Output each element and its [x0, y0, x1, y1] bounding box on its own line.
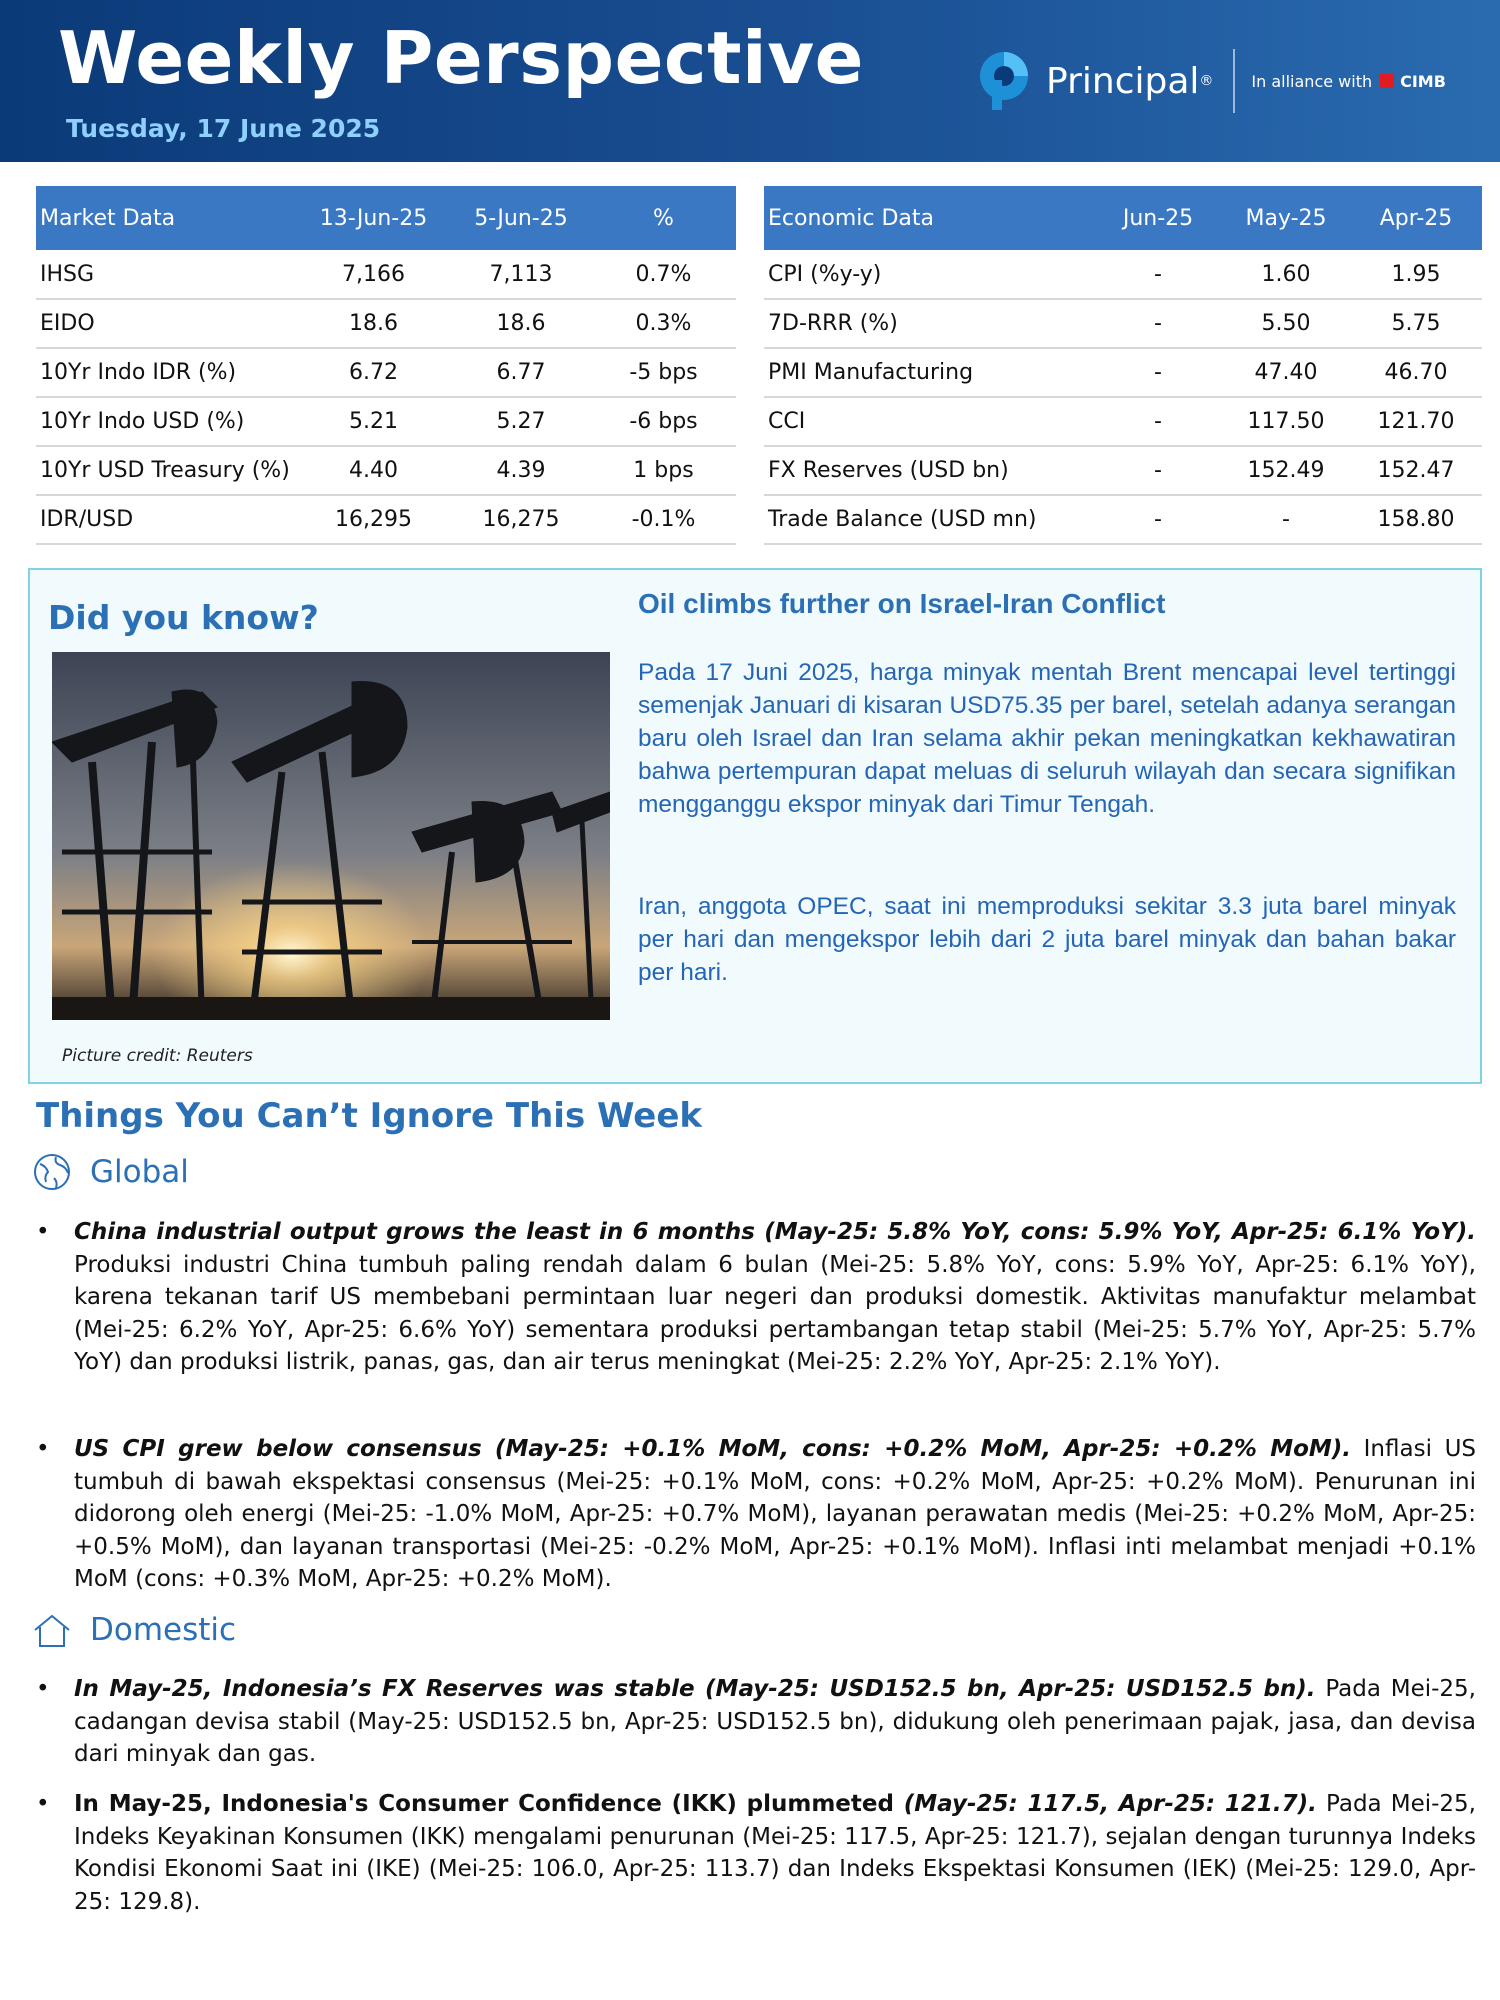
did-you-know-box: [28, 568, 1482, 1084]
cell-value: 0.7%: [591, 250, 736, 299]
global-label: Global: [90, 1154, 189, 1190]
market-data-table: [36, 186, 736, 545]
table-row: [764, 299, 1482, 348]
page-header: [0, 0, 1500, 162]
cell-value: 117.50: [1222, 397, 1350, 446]
table-header-row: [36, 186, 736, 250]
table-row: [36, 446, 736, 495]
house-icon: [32, 1610, 72, 1650]
alliance-text: In alliance with: [1251, 71, 1373, 91]
bullet-dot: •: [36, 1436, 50, 1462]
cell-value: 47.40: [1222, 348, 1350, 397]
brand-name: Principal: [1046, 60, 1200, 102]
table-header-row: [764, 186, 1482, 250]
cimb-logo-icon: [1380, 74, 1394, 88]
table-row: [764, 446, 1482, 495]
table-row: [36, 348, 736, 397]
column-header: Market Data: [36, 186, 296, 250]
row-label: PMI Manufacturing: [764, 348, 1094, 397]
row-label: 7D-RRR (%): [764, 299, 1094, 348]
cell-value: -0.1%: [591, 495, 736, 544]
news-bullet: [36, 1216, 1476, 1379]
row-label: Trade Balance (USD mn): [764, 495, 1094, 544]
cell-value: -: [1094, 397, 1222, 446]
bullet-dot: •: [36, 1219, 50, 1245]
page-title: Weekly Perspective: [58, 16, 864, 100]
row-label: EIDO: [36, 299, 296, 348]
cell-value: 46.70: [1350, 348, 1482, 397]
cell-value: 5.75: [1350, 299, 1482, 348]
globe-icon: [32, 1152, 72, 1192]
news-bullet: [36, 1433, 1476, 1596]
cell-value: 6.72: [296, 348, 451, 397]
cell-value: 4.39: [451, 446, 591, 495]
brand-divider: [1233, 49, 1235, 113]
table-row: [36, 397, 736, 446]
cell-value: 1 bps: [591, 446, 736, 495]
cell-value: -: [1094, 250, 1222, 299]
cell-value: 16,295: [296, 495, 451, 544]
cell-value: 18.6: [296, 299, 451, 348]
bullet-lead-figures: (May-25: 117.5, Apr-25: 121.7).: [903, 1791, 1317, 1817]
cell-value: 158.80: [1350, 495, 1482, 544]
cell-value: 18.6: [451, 299, 591, 348]
bullet-text: Inflasi US tumbuh di bawah ekspektasi consensus (Mei-25: +0.1% MoM, cons: +0.2% MoM, Apr-25: +0.2% MoM). Penurunan ini didorong oleh energi (Mei-25: -1.0% MoM, Apr-25: +0.7% MoM), layanan perawatan medis (Mei-25: +0.2% MoM, Apr-25: +0.5% MoM), dan layanan transportasi (Mei-25: -0.2% MoM, Apr-25: +0.1% MoM). Inflasi inti melambat menjadi +0.1% MoM (cons: +0.3% MoM, Apr-25: +0.2% MoM).: [74, 1436, 1476, 1592]
section-title: Things You Can’t Ignore This Week: [36, 1096, 703, 1136]
row-label: CPI (%y-y): [764, 250, 1094, 299]
cell-value: 152.47: [1350, 446, 1482, 495]
cell-value: 5.27: [451, 397, 591, 446]
article-paragraph: Pada 17 Juni 2025, harga minyak mentah Brent mencapai level tertinggi semenjak Januari di kisaran USD75.35 per barel, setelah adanya serangan baru oleh Israel dan Iran selama akhir pekan meningkatkan kekhawatiran bahwa pertempuran dapat meluas di seluruh wilayah dan secara signifikan mengganggu ekspor minyak dari Timur Tengah.: [638, 659, 1456, 818]
news-bullet: [36, 1673, 1476, 1771]
table-row: [36, 299, 736, 348]
article-headline: Oil climbs further on Israel-Iran Conflict: [638, 588, 1166, 619]
picture-credit: Picture credit: Reuters: [62, 1046, 253, 1066]
article-paragraph: Iran, anggota OPEC, saat ini memproduksi sekitar 3.3 juta barel minyak per hari dan mengekspor lebih dari 2 juta barel minyak dan bahan bakar per hari.: [638, 893, 1456, 986]
cell-value: 152.49: [1222, 446, 1350, 495]
brand-block: [978, 46, 1446, 116]
bullet-dot: •: [36, 1676, 50, 1702]
column-header: 13-Jun-25: [296, 186, 451, 250]
table-row: [36, 250, 736, 299]
cell-value: 6.77: [451, 348, 591, 397]
cell-value: 16,275: [451, 495, 591, 544]
row-label: 10Yr Indo IDR (%): [36, 348, 296, 397]
column-header: May-25: [1222, 186, 1350, 250]
domestic-subsection-header: [32, 1610, 236, 1650]
bullet-lead: In May-25, Indonesia's Consumer Confidence (IKK) plummeted: [74, 1791, 904, 1817]
table-row: [764, 397, 1482, 446]
cell-value: 1.60: [1222, 250, 1350, 299]
cell-value: -6 bps: [591, 397, 736, 446]
row-label: FX Reserves (USD bn): [764, 446, 1094, 495]
row-label: IHSG: [36, 250, 296, 299]
column-header: Jun-25: [1094, 186, 1222, 250]
publication-date: Tuesday, 17 June 2025: [66, 114, 381, 143]
principal-logo-icon: [978, 50, 1034, 112]
news-bullet: [36, 1788, 1476, 1918]
cell-value: -5 bps: [591, 348, 736, 397]
column-header: Apr-25: [1350, 186, 1482, 250]
cell-value: -: [1094, 348, 1222, 397]
row-label: 10Yr USD Treasury (%): [36, 446, 296, 495]
cell-value: 7,166: [296, 250, 451, 299]
cell-value: -: [1094, 446, 1222, 495]
registered-mark: ®: [1199, 73, 1214, 89]
cell-value: 4.40: [296, 446, 451, 495]
oil-pumpjack-photo: [52, 652, 610, 1020]
cell-value: -: [1222, 495, 1350, 544]
row-label: IDR/USD: [36, 495, 296, 544]
bullet-dot: •: [36, 1791, 50, 1817]
bullet-lead: China industrial output grows the least in 6 months (May-25: 5.8% YoY, cons: 5.9% YoY, Apr-25: 6.1% YoY).: [74, 1219, 1476, 1245]
table-row: [764, 495, 1482, 544]
did-you-know-title: Did you know?: [48, 598, 319, 637]
bullet-lead: US CPI grew below consensus (May-25: +0.1% MoM, cons: +0.2% MoM, Apr-25: +0.2% MoM).: [74, 1436, 1352, 1462]
cell-value: 121.70: [1350, 397, 1482, 446]
cell-value: -: [1094, 299, 1222, 348]
cell-value: 1.95: [1350, 250, 1482, 299]
cell-value: 5.50: [1222, 299, 1350, 348]
cell-value: 5.21: [296, 397, 451, 446]
cell-value: 0.3%: [591, 299, 736, 348]
economic-data-table: [764, 186, 1482, 545]
bullet-text: Pada Mei-25, Indeks Keyakinan Konsumen (IKK) mengalami penurunan (Mei-25: 117.5, Apr-25: 121.7), sejalan dengan turunnya Indeks Kondisi Ekonomi Saat ini (IKE) (Mei-25: 106.0, Apr-25: 113.7) dan Indeks Ekspektasi Konsumen (IEK) (Mei-25: 129.0, Apr-25: 129.8).: [74, 1791, 1476, 1915]
bullet-lead: In May-25, Indonesia’s FX Reserves was stable (May-25: USD152.5 bn, Apr-25: USD152.5 bn).: [74, 1676, 1316, 1702]
column-header: 5-Jun-25: [451, 186, 591, 250]
partner-name: CIMB: [1400, 71, 1446, 91]
table-row: [764, 348, 1482, 397]
table-row: [764, 250, 1482, 299]
row-label: 10Yr Indo USD (%): [36, 397, 296, 446]
table-row: [36, 495, 736, 544]
column-header: Economic Data: [764, 186, 1094, 250]
column-header: %: [591, 186, 736, 250]
global-subsection-header: [32, 1152, 189, 1192]
row-label: CCI: [764, 397, 1094, 446]
cell-value: -: [1094, 495, 1222, 544]
bullet-text: Pada Mei-25, cadangan devisa stabil (May-25: USD152.5 bn, Apr-25: USD152.5 bn), didukung oleh penerimaan pajak, jasa, dan devisa dari minyak dan gas.: [74, 1676, 1476, 1767]
bullet-text: Produksi industri China tumbuh paling rendah dalam 6 bulan (Mei-25: 5.8% YoY, cons: 5.9% YoY, Apr-25: 6.1% YoY), karena tekanan tarif US membebani permintaan luar negeri dan produksi domestik. Aktivitas manufaktur melambat (Mei-25: 6.2% YoY, Apr-25: 6.6% YoY) sementara produksi pertambangan tetap stabil (Mei-25: 5.7% YoY, Apr-25: 5.7% YoY) dan produksi listrik, panas, gas, dan air terus meningkat (Mei-25: 2.2% YoY, Apr-25: 2.1% YoY).: [74, 1251, 1476, 1375]
domestic-label: Domestic: [90, 1612, 237, 1648]
cell-value: 7,113: [451, 250, 591, 299]
alliance-label: [1251, 72, 1446, 91]
